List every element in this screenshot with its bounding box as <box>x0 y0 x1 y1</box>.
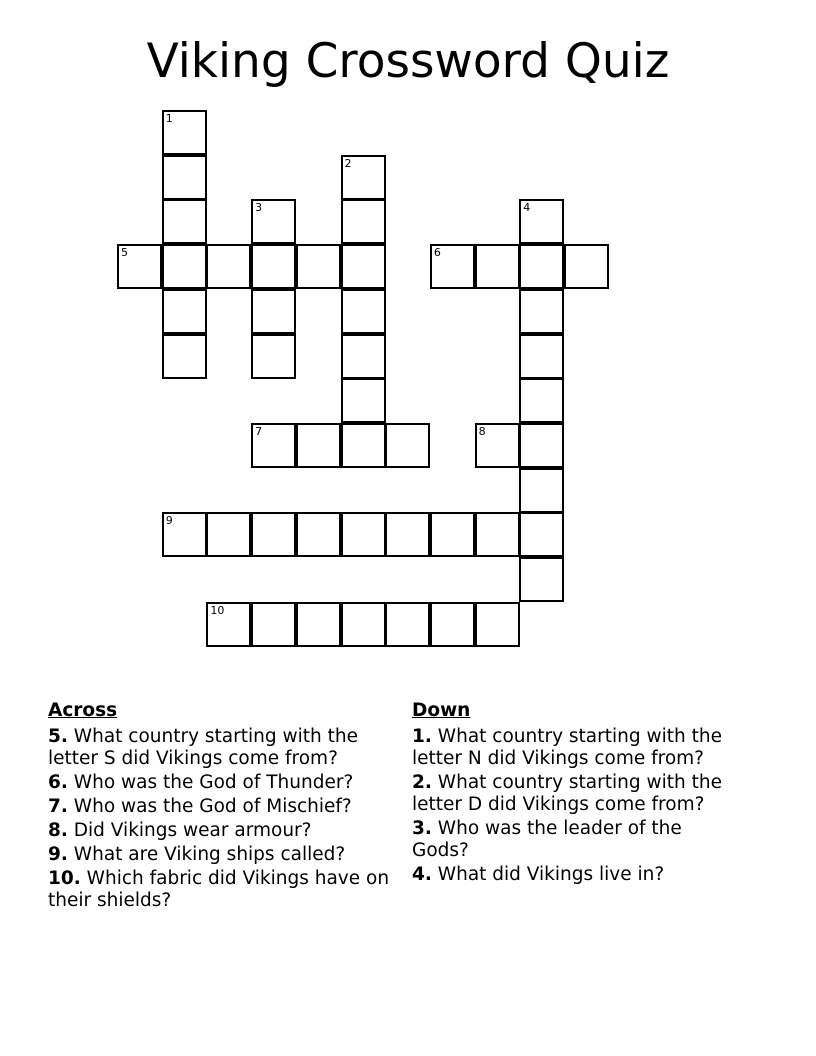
grid-cell[interactable] <box>519 512 564 557</box>
grid-cell[interactable] <box>162 110 207 155</box>
grid-cell[interactable] <box>475 423 520 468</box>
grid-cell[interactable] <box>519 289 564 334</box>
grid-cell[interactable] <box>162 512 207 557</box>
grid-cell[interactable] <box>296 244 341 289</box>
grid-cell[interactable] <box>251 512 296 557</box>
clue-across-10: 10. Which fabric did Vikings have on their shields? <box>48 868 390 911</box>
grid-cell[interactable] <box>475 512 520 557</box>
clue-number: 2 <box>344 156 352 170</box>
grid-cell[interactable] <box>519 334 564 379</box>
grid-cell[interactable] <box>162 289 207 334</box>
grid-cell[interactable] <box>519 468 564 513</box>
grid-cell[interactable] <box>162 199 207 244</box>
grid-cell[interactable] <box>430 602 475 647</box>
grid-cell[interactable] <box>296 512 341 557</box>
clue-number: 3 <box>255 201 263 215</box>
clue-across-7: 7. Who was the God of Mischief? <box>48 796 352 817</box>
grid-cell[interactable] <box>117 244 162 289</box>
clue-across-9: 9. What are Viking ships called? <box>48 844 346 865</box>
down-heading: Down <box>412 700 471 721</box>
grid-cell[interactable] <box>206 602 251 647</box>
clue-number: 8 <box>478 424 486 438</box>
grid-cell[interactable] <box>206 512 251 557</box>
grid-cell[interactable] <box>341 334 386 379</box>
grid-cell[interactable] <box>475 602 520 647</box>
across-clues <box>48 700 410 914</box>
grid-cell[interactable] <box>296 602 341 647</box>
grid-cell[interactable] <box>475 244 520 289</box>
grid-cell[interactable] <box>341 289 386 334</box>
clue-number: 6 <box>433 246 441 260</box>
grid-cell[interactable] <box>251 199 296 244</box>
down-clues <box>412 700 742 888</box>
grid-cell[interactable] <box>519 199 564 244</box>
clue-number: 5 <box>121 246 128 260</box>
grid-cell[interactable] <box>341 423 386 468</box>
clue-down-2: 2. What country starting with the letter D did Vikings come from? <box>412 772 722 815</box>
grid-cell[interactable] <box>341 244 386 289</box>
grid-cell[interactable] <box>430 512 475 557</box>
grid-cell[interactable] <box>206 244 251 289</box>
grid-cell[interactable] <box>341 378 386 423</box>
across-heading: Across <box>48 700 118 721</box>
clue-across-8: 8. Did Vikings wear armour? <box>48 820 312 841</box>
grid-cell[interactable] <box>251 334 296 379</box>
clue-down-1: 1. What country starting with the letter N did Vikings come from? <box>412 726 722 769</box>
grid-cell[interactable] <box>430 244 475 289</box>
grid-cell[interactable] <box>519 378 564 423</box>
grid-cell[interactable] <box>251 289 296 334</box>
clue-down-4: 4. What did Vikings live in? <box>412 864 665 885</box>
clue-down-3: 3. Who was the leader of the Gods? <box>412 818 682 861</box>
grid-cell[interactable] <box>385 602 430 647</box>
grid-cell[interactable] <box>162 244 207 289</box>
grid-cell[interactable] <box>251 423 296 468</box>
grid-cell[interactable] <box>341 512 386 557</box>
clue-across-5: 5. What country starting with the letter S did Vikings come from? <box>48 726 358 769</box>
grid-cell[interactable] <box>251 602 296 647</box>
grid-cell[interactable] <box>385 512 430 557</box>
grid-cell[interactable] <box>296 423 341 468</box>
grid-cell[interactable] <box>519 244 564 289</box>
clue-number: 1 <box>165 112 173 125</box>
grid-cell[interactable] <box>564 244 609 289</box>
grid-cell[interactable] <box>162 334 207 379</box>
clue-number: 7 <box>255 424 263 438</box>
grid-cell[interactable] <box>162 155 207 200</box>
clue-number: 10 <box>210 603 225 617</box>
grid-cell[interactable] <box>519 423 564 468</box>
clue-across-6: 6. Who was the God of Thunder? <box>48 772 354 793</box>
grid-cell[interactable] <box>341 602 386 647</box>
grid-cell[interactable] <box>341 199 386 244</box>
clue-number: 9 <box>165 514 173 528</box>
grid-cell[interactable] <box>519 557 564 602</box>
clue-number: 4 <box>523 201 531 215</box>
grid-cell[interactable] <box>385 423 430 468</box>
grid-cell[interactable] <box>251 244 296 289</box>
page-title: Viking Crossword Quiz <box>146 34 670 89</box>
grid-cell[interactable] <box>341 155 386 200</box>
